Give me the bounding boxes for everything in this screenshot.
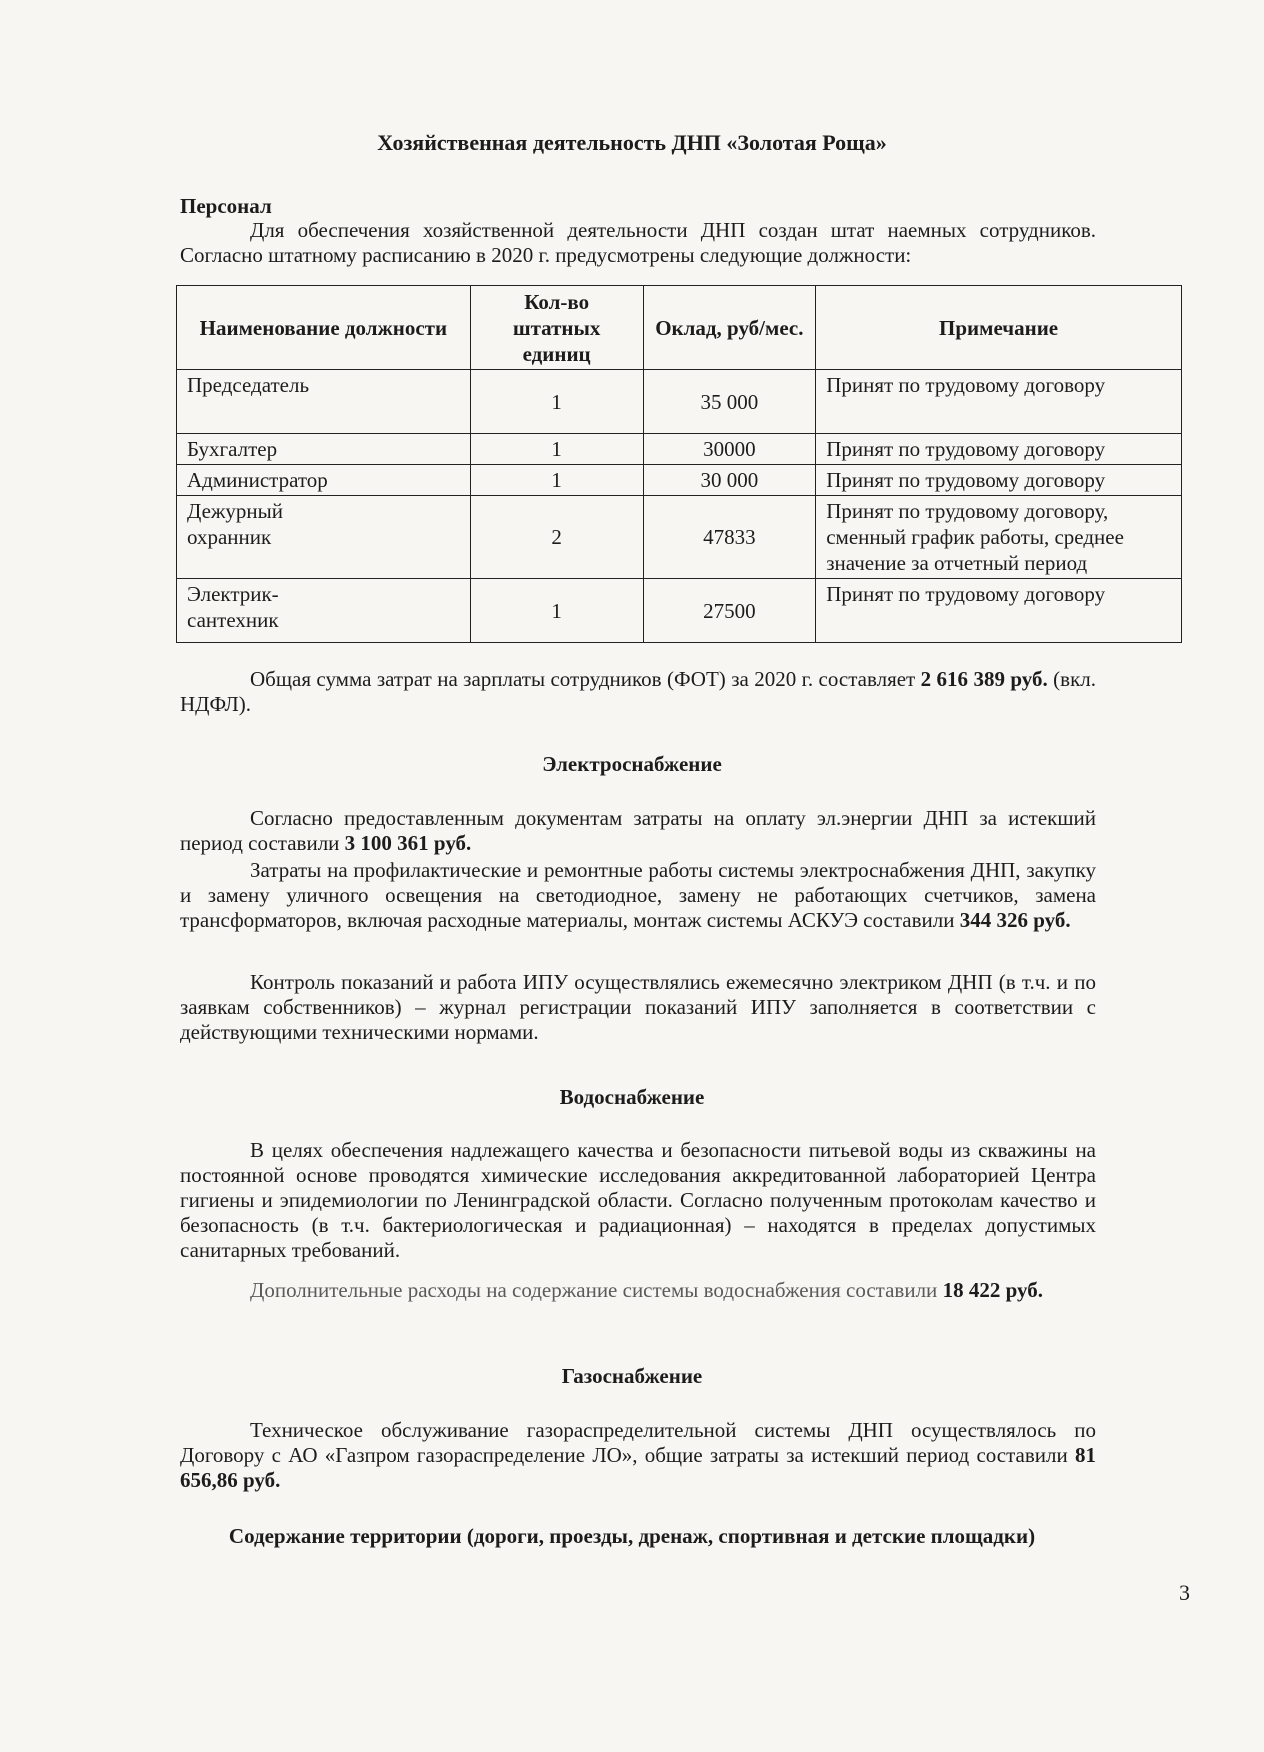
- document-title: Хозяйственная деятельность ДНП «Золотая Роща»: [377, 130, 887, 155]
- cell-salary: 27500: [643, 579, 816, 643]
- cell-position: Председатель: [177, 370, 471, 434]
- water-paragraph-2: [180, 1278, 1096, 1303]
- electricity-paragraph-2: [180, 858, 1096, 933]
- cell-count: 1: [470, 434, 643, 465]
- electricity-p1-amount: 3 100 361 руб.: [344, 831, 472, 855]
- header-position: Наименование должности: [177, 286, 471, 370]
- cell-salary: 35 000: [643, 370, 816, 434]
- table-row: [177, 465, 1182, 496]
- cell-position: Дежурный охранник: [177, 496, 471, 579]
- water-p2-amount: 18 422 руб.: [942, 1278, 1043, 1302]
- payroll-amount: 2 616 389 руб.: [920, 667, 1048, 691]
- cell-position: Администратор: [177, 465, 471, 496]
- payroll-summary: [180, 667, 1096, 717]
- cell-count: 1: [470, 465, 643, 496]
- cell-note: Принят по трудовому договору: [816, 579, 1182, 643]
- water-paragraph-1: [180, 1138, 1096, 1263]
- personnel-intro-text: Для обеспечения хозяйственной деятельности ДНП создан штат наемных сотрудников. Согласно штатному расписанию в 2020 г. предусмотрены следующие должности:: [180, 218, 1096, 267]
- electricity-p2-text: Затраты на профилактические и ремонтные работы системы электроснабжения ДНП, закупку и замену уличного освещения на светодиодное, замену не работающих счетчиков, замена трансформаторов, включая расходные материалы, монтаж системы АСКУЭ составили: [180, 858, 1096, 932]
- table-row: [177, 370, 1182, 434]
- page-number: 3: [1179, 1580, 1190, 1605]
- gas-heading: Газоснабжение: [561, 1364, 703, 1388]
- gas-p1-text: Техническое обслуживание газораспределительной системы ДНП осуществлялось по Договору с АО «Газпром газораспределение ЛО», общие затраты за истекший период составили: [180, 1418, 1096, 1467]
- cell-note: Принят по трудовому договору: [816, 370, 1182, 434]
- table-header-row: [177, 286, 1182, 370]
- cell-count: 1: [470, 579, 643, 643]
- table-row: [177, 496, 1182, 579]
- cell-salary: 47833: [643, 496, 816, 579]
- water-p1-text: В целях обеспечения надлежащего качества и безопасности питьевой воды из скважины на постоянной основе проводятся химические исследования аккредитованной лабораторией Центра гигиены и эпидемиологии по Ленинградской области. Согласно полученным протоколам качество и безопасность (в т.ч. бактериологическая и радиационная) – находятся в пределах допустимых санитарных требований.: [180, 1138, 1096, 1262]
- electricity-p1-text: Согласно предоставленным документам затраты на оплату эл.энергии ДНП за истекший период составили: [180, 806, 1096, 855]
- cell-salary: 30 000: [643, 465, 816, 496]
- payroll-summary-suffix: (вкл. НДФЛ).: [180, 667, 1096, 716]
- gas-p1-amount: 81 656,86 руб.: [180, 1443, 1097, 1492]
- header-count: Кол-во штатных единиц: [470, 286, 643, 370]
- electricity-heading: Электроснабжение: [542, 752, 722, 776]
- cell-note: Принят по трудовому договору: [816, 465, 1182, 496]
- table-row: [177, 434, 1182, 465]
- header-salary: Оклад, руб/мес.: [643, 286, 816, 370]
- personnel-intro: [180, 218, 1096, 268]
- cell-position: Бухгалтер: [177, 434, 471, 465]
- personnel-label: Персонал: [180, 194, 272, 218]
- payroll-summary-text: Общая сумма затрат на зарплаты сотрудников (ФОТ) за 2020 г. составляет: [250, 667, 916, 691]
- gas-paragraph-1: [180, 1418, 1096, 1493]
- water-p2-text: Дополнительные расходы на содержание системы водоснабжения составили: [250, 1278, 938, 1302]
- electricity-p2-amount: 344 326 руб.: [959, 908, 1071, 932]
- staff-table: [176, 285, 1182, 643]
- cell-count: 2: [470, 496, 643, 579]
- header-note: Примечание: [816, 286, 1182, 370]
- table-row: [177, 579, 1182, 643]
- cell-count: 1: [470, 370, 643, 434]
- water-heading: Водоснабжение: [559, 1085, 705, 1109]
- cell-salary: 30000: [643, 434, 816, 465]
- electricity-p3-text: Контроль показаний и работа ИПУ осуществлялись ежемесячно электриком ДНП (в т.ч. и по заявкам собственников) – журнал регистрации показаний ИПУ заполняется в соответствии с действующими техническими нормами.: [180, 970, 1096, 1044]
- cell-note: Принят по трудовому договору, сменный график работы, среднее значение за отчетный период: [816, 496, 1182, 579]
- cell-note: Принят по трудовому договору: [816, 434, 1182, 465]
- territory-heading: Содержание территории (дороги, проезды, дренаж, спортивная и детские площадки): [228, 1524, 1036, 1548]
- electricity-paragraph-3: [180, 970, 1096, 1045]
- electricity-paragraph-1: [180, 806, 1096, 856]
- cell-position: Электрик-сантехник: [177, 579, 471, 643]
